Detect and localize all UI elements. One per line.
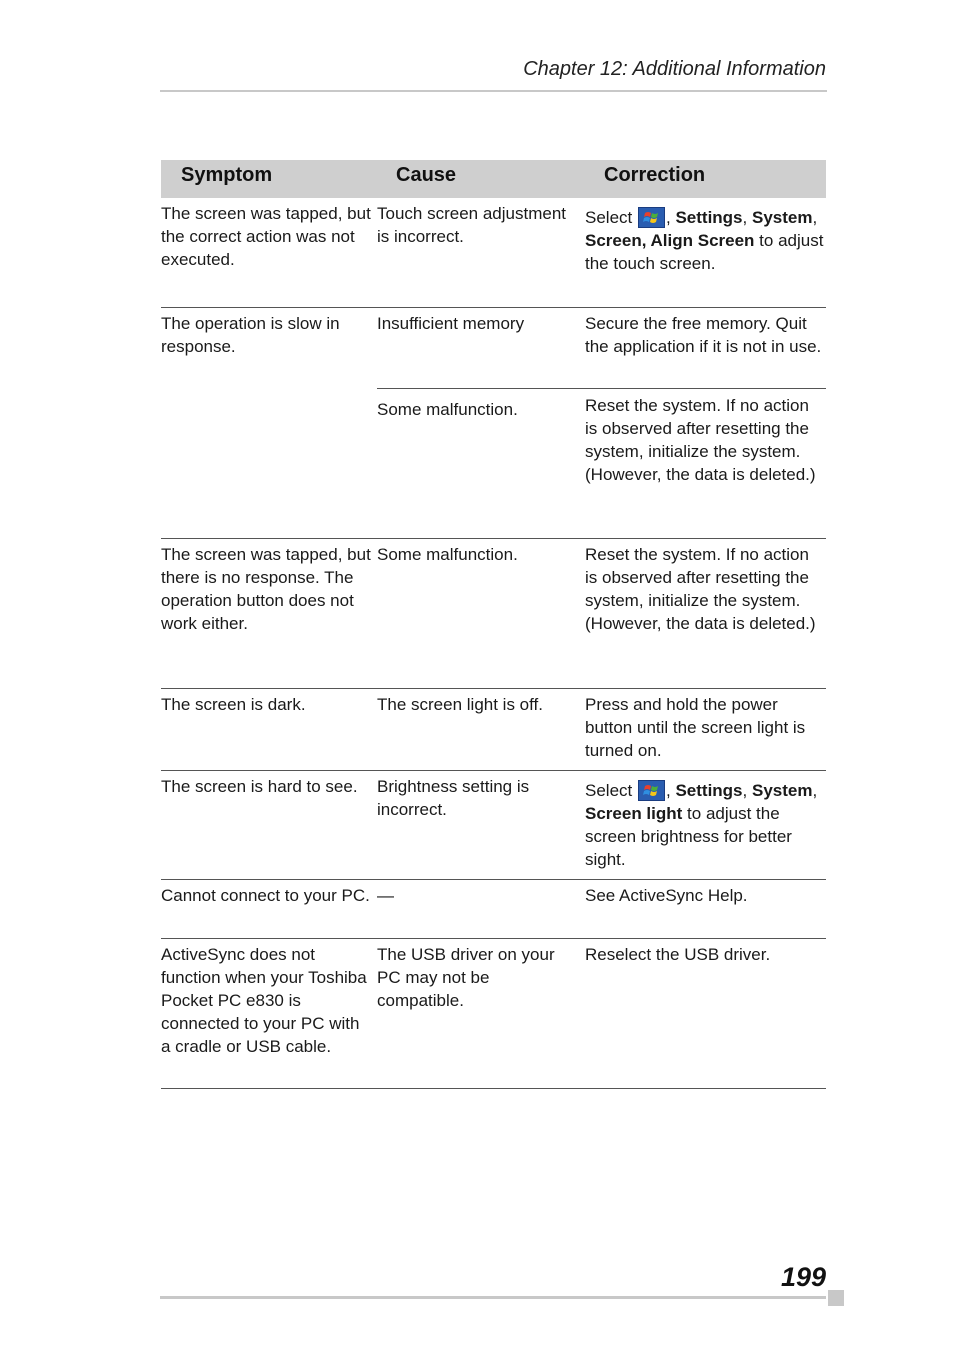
correction-text: , bbox=[812, 208, 818, 227]
correction-text: Select bbox=[585, 208, 633, 227]
symptom-cell: Cannot connect to your PC. bbox=[161, 886, 370, 905]
header-divider bbox=[160, 90, 827, 92]
cause-cell: The screen light is off. bbox=[377, 695, 543, 714]
correction-bold: Settings bbox=[675, 208, 743, 227]
header-correction: Correction bbox=[604, 164, 706, 186]
table-row bbox=[161, 539, 826, 689]
table-row bbox=[161, 880, 826, 939]
cause-cell: Insufficient memory bbox=[377, 314, 525, 333]
correction-bold: System bbox=[751, 208, 813, 227]
correction-bold: Screen, Align Screen bbox=[585, 231, 755, 250]
symptom-cell: The operation is slow in response. bbox=[161, 314, 340, 356]
correction-text: , bbox=[665, 781, 671, 800]
correction-cell: See ActiveSync Help. bbox=[585, 886, 748, 905]
correction-cell bbox=[585, 206, 825, 275]
footer-marker bbox=[828, 1290, 844, 1306]
cause-cell: Brightness setting is incorrect. bbox=[377, 777, 530, 819]
correction-text: , bbox=[665, 208, 671, 227]
correction-text: , bbox=[742, 208, 748, 227]
symptom-cell: The screen is dark. bbox=[161, 695, 306, 714]
page-number: 199 bbox=[780, 1262, 826, 1292]
table-row bbox=[161, 939, 826, 1089]
troubleshooting-table bbox=[161, 160, 826, 1089]
windows-start-icon bbox=[638, 780, 665, 801]
cause-cell: Some malfunction. bbox=[377, 400, 518, 419]
correction-bold: Screen light bbox=[585, 804, 683, 823]
cause-cell: Touch screen adjustment is incorrect. bbox=[377, 204, 566, 246]
symptom-cell: The screen was tapped, but the correct action was not executed. bbox=[161, 204, 371, 269]
chapter-header: Chapter 12: Additional Information bbox=[523, 58, 826, 80]
correction-text: to adjust the touch screen. bbox=[585, 231, 824, 273]
table-header bbox=[161, 160, 826, 198]
correction-cell: Press and hold the power button until the screen light is turned on. bbox=[585, 695, 806, 760]
table-row bbox=[161, 689, 826, 771]
correction-cell bbox=[585, 779, 825, 871]
cause-cell: The USB driver on your PC may not be compatible. bbox=[377, 945, 555, 1010]
correction-text: to adjust the screen brightness for better sight. bbox=[585, 804, 792, 869]
footer-divider bbox=[160, 1296, 826, 1299]
cause-cell: — bbox=[377, 886, 394, 905]
symptom-cell: The screen was tapped, but there is no response. The operation button does not work either. bbox=[161, 545, 371, 633]
symptom-cell: ActiveSync does not function when your Toshiba Pocket PC e830 is connected to your PC with a cradle or USB cable. bbox=[161, 945, 367, 1056]
table-row bbox=[161, 308, 826, 389]
correction-cell: Reselect the USB driver. bbox=[585, 945, 771, 964]
correction-cell: Reset the system. If no action is observed after resetting the system, initialize the system. (However, the data is deleted.) bbox=[585, 545, 816, 633]
windows-start-icon bbox=[638, 207, 665, 228]
table-row bbox=[161, 771, 826, 880]
correction-text: , bbox=[742, 781, 748, 800]
row-divider bbox=[161, 1088, 826, 1089]
header-cause: Cause bbox=[396, 164, 457, 186]
header-symptom: Symptom bbox=[181, 164, 273, 186]
correction-text: , bbox=[812, 781, 818, 800]
table-row bbox=[161, 389, 826, 539]
correction-bold: System bbox=[751, 781, 813, 800]
symptom-cell: The screen is hard to see. bbox=[161, 777, 358, 796]
correction-bold: Settings bbox=[675, 781, 743, 800]
table-row bbox=[161, 198, 826, 308]
correction-text: Select bbox=[585, 781, 633, 800]
correction-cell: Secure the free memory. Quit the application if it is not in use. bbox=[585, 314, 822, 356]
correction-cell: Reset the system. If no action is observed after resetting the system, initialize the system. (However, the data is deleted.) bbox=[585, 396, 816, 484]
cause-cell: Some malfunction. bbox=[377, 545, 518, 564]
